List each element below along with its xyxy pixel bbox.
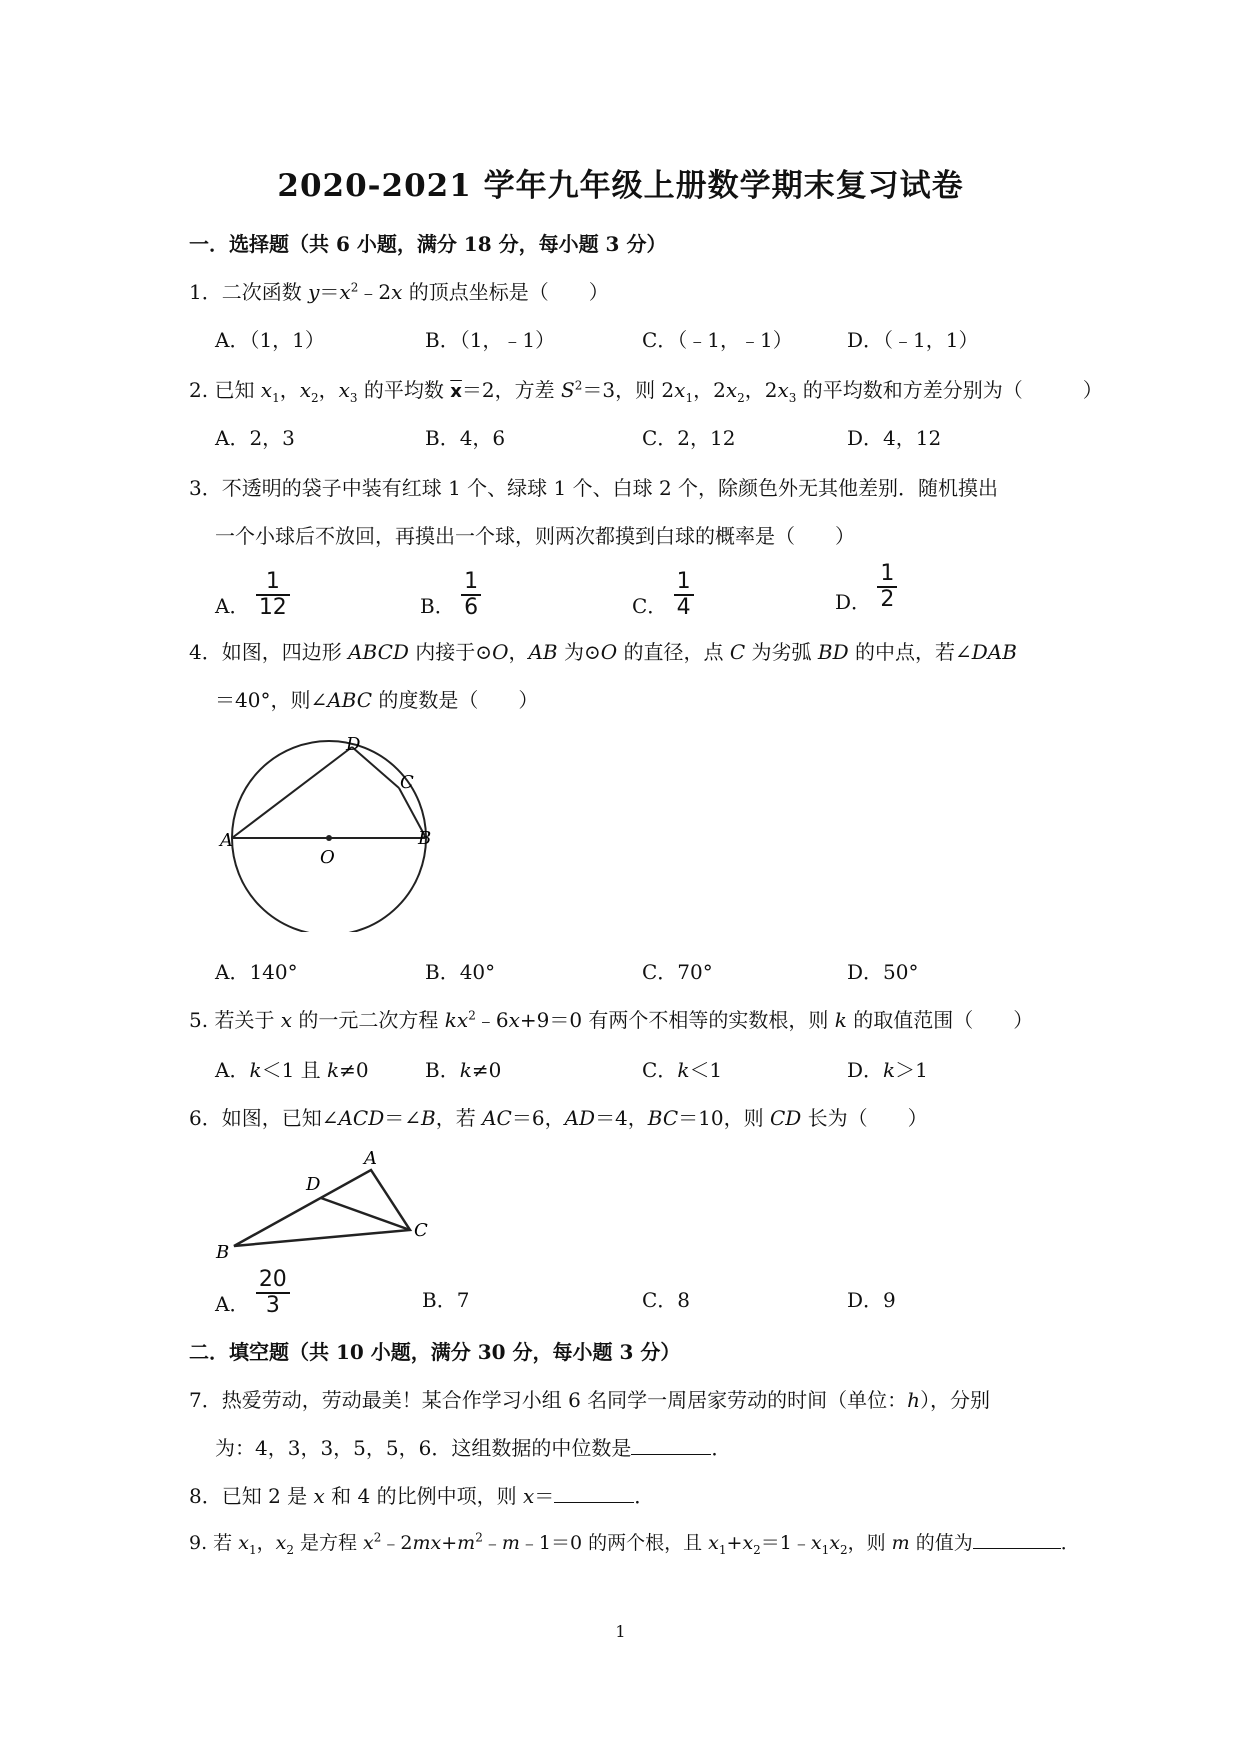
- q3-option-c: C． $\frac{1}{4}$: [632, 570, 694, 620]
- label-b: B: [418, 828, 432, 849]
- q4-option-a: A．140°: [215, 960, 298, 984]
- label-d: D: [346, 734, 361, 755]
- q1-option-a: A．（1，1）: [215, 328, 325, 352]
- q6-option-a: A． $\frac{20}{3}$: [215, 1268, 290, 1318]
- label-c: C: [400, 772, 414, 793]
- fraction: $\frac{1}{6}$: [461, 570, 481, 620]
- label-a: A: [364, 1148, 377, 1169]
- question-3-line-1: 3．不透明的袋子中装有红球 1 个、绿球 1 个、白球 2 个，除颜色外无其他差别．随机摸出: [189, 476, 999, 500]
- label-a: A: [220, 830, 233, 851]
- label-o: O: [320, 847, 335, 868]
- label-d: D: [306, 1174, 321, 1195]
- page-number: 1: [615, 1622, 626, 1641]
- fraction: $\frac{20}{3}$: [256, 1268, 290, 1318]
- fraction: $\frac{1}{2}$: [877, 562, 897, 612]
- circle-quadrilateral-figure: [216, 732, 436, 932]
- q6-option-c: C．8: [642, 1288, 691, 1312]
- answer-blank[interactable]: [554, 1484, 634, 1503]
- label-c: C: [414, 1220, 428, 1241]
- question-3-line-2: 一个小球后不放回，再摸出一个球，则两次都摸到白球的概率是（ ）: [215, 524, 855, 548]
- question-7-line-2: 为：4，3，3，5，5，6．这组数据的中位数是 ．: [215, 1436, 732, 1460]
- question-6: 6．如图，已知∠ACD＝∠B，若 AC＝6，AD＝4，BC＝10，则 CD 长为（ ）: [189, 1106, 928, 1130]
- q3-option-d: D． $\frac{1}{2}$: [835, 562, 897, 612]
- q4-option-b: B．40°: [425, 960, 496, 984]
- q1-option-c: C．（﹣1，﹣1）: [642, 328, 793, 352]
- q4-option-c: C．70°: [642, 960, 713, 984]
- question-4-line-2: ＝40°，则∠ABC 的度数是（ ）: [215, 688, 539, 712]
- page-title: 2020-2021 学年九年级上册数学期末复习试卷: [277, 168, 964, 204]
- q5-option-a: A．k＜1 且 k≠0: [215, 1058, 369, 1082]
- question-2: 2. 已知 $x_1$，$x_2$，$x_3$ 的平均数 $\overline{x}=2$，方差 $S^2=3$，则 $2x_1$，$2x_2$，$2x_3$ 的平均数和方差分别为（ ）: [189, 378, 1103, 405]
- q2-option-c: C．2，12: [642, 426, 736, 450]
- label-b: B: [216, 1242, 230, 1260]
- question-9: 9. 若 $x_1$，$x_2$ 是方程 $x^2﹣2mx+m^2﹣m﹣1=0$ 的两个根，且 $x_1+x_2=1﹣x_1x_2$，则 m 的值为 ．: [189, 1530, 1080, 1557]
- section-fill-heading: 二．填空题（共 10 小题，满分 30 分，每小题 3 分）: [189, 1340, 681, 1364]
- q6-option-b: B．7: [422, 1288, 470, 1312]
- question-4-line-1: 4．如图，四边形 ABCD 内接于⊙O，AB 为⊙O 的直径，点 C 为劣弧 BD 的中点，若∠DAB: [189, 640, 1017, 664]
- segment-cd: [321, 1198, 410, 1230]
- triangle-abc: [234, 1170, 410, 1246]
- q3-option-b: B． $\frac{1}{6}$: [420, 570, 481, 620]
- segment-ad: [232, 747, 352, 838]
- question-1: 1．二次函数 $y=x^2﹣2x$ 的顶点坐标是（ ）: [189, 280, 609, 304]
- question-5: 5. 若关于 x 的一元二次方程 $kx^2﹣6x+9=0$ 有两个不相等的实数根，则 k 的取值范围（ ）: [189, 1008, 1034, 1032]
- q2-option-b: B．4，6: [425, 426, 506, 450]
- q5-option-d: D．k＞1: [847, 1058, 928, 1082]
- question-7-line-1: 7．热爱劳动，劳动最美！某合作学习小组 6 名同学一周居家劳动的时间（单位：h），分别: [189, 1388, 991, 1412]
- q6-option-d: D．9: [847, 1288, 896, 1312]
- fraction: $\frac{1}{12}$: [256, 570, 290, 620]
- q5-option-b: B．k≠0: [425, 1058, 502, 1082]
- q5-option-c: C．k＜1: [642, 1058, 723, 1082]
- q1-option-b: B．（1，﹣1）: [425, 328, 556, 352]
- q2-option-a: A．2，3: [215, 426, 295, 450]
- question-8: 8．已知 2 是 x 和 4 的比例中项，则 x＝ ．: [189, 1484, 655, 1508]
- q3-option-a: A． $\frac{1}{12}$: [215, 570, 290, 620]
- q1-option-d: D．（﹣1，1）: [847, 328, 979, 352]
- triangle-figure: [214, 1148, 444, 1260]
- q2-option-d: D．4，12: [847, 426, 942, 450]
- fraction: $\frac{1}{4}$: [674, 570, 694, 620]
- answer-blank[interactable]: [631, 1436, 711, 1455]
- q4-option-d: D．50°: [847, 960, 919, 984]
- answer-blank[interactable]: [973, 1530, 1061, 1549]
- section-choice-heading: 一．选择题（共 6 小题，满分 18 分，每小题 3 分）: [189, 232, 667, 256]
- center-point: [326, 835, 332, 841]
